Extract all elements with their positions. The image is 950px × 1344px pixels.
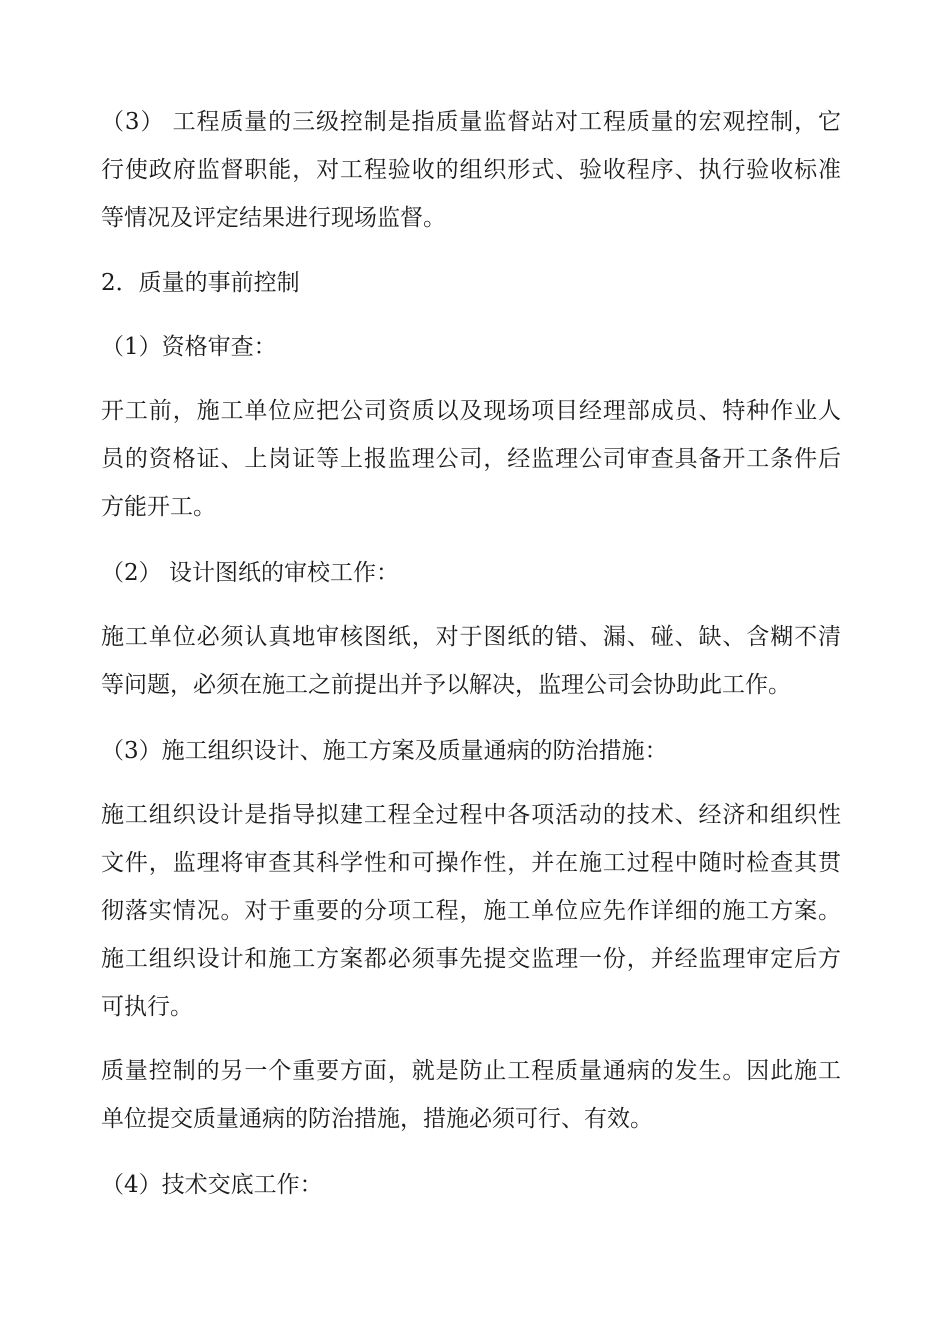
text-line: 施工组织设计是指导拟建工程全过程中各项活动的技术、经济和组织性 — [101, 802, 841, 828]
text-line: 方能开工。 — [101, 494, 216, 520]
text-line: 单位提交质量通病的防治措施，措施必须可行、有效。 — [101, 1106, 653, 1132]
text-line: 行使政府监督职能，对工程验收的组织形式、验收程序、执行验收标准 — [101, 157, 841, 183]
text-line: 开工前，施工单位应把公司资质以及现场项目经理部成员、特种作业人 — [101, 398, 841, 424]
paragraph-drawing-review — [101, 613, 841, 709]
text-line: 员的资格证、上岗证等上报监理公司，经监理公司审查具备开工条件后 — [101, 446, 841, 472]
text-line: 施工单位必须认真地审核图纸，对于图纸的错、漏、碰、缺、含糊不清 — [101, 624, 841, 650]
paragraph-quality-defects — [101, 1047, 841, 1143]
subheading-drawing-review — [101, 549, 841, 597]
text-line: 等情况及评定结果进行现场监督。 — [101, 205, 446, 231]
text-line: （1）资格审查： — [101, 334, 277, 360]
text-line: 质量控制的另一个重要方面，就是防止工程质量通病的发生。因此施工 — [101, 1058, 841, 1084]
paragraph-construction-plan — [101, 791, 841, 1031]
subheading-construction-plan — [101, 727, 841, 775]
text-line: （4）技术交底工作： — [101, 1172, 323, 1198]
text-line: （2） 设计图纸的审校工作： — [101, 560, 399, 586]
text-line: 文件，监理将审查其科学性和可操作性，并在施工过程中随时检查其贯 — [101, 850, 841, 876]
text-line: 2．质量的事前控制 — [101, 270, 300, 296]
subheading-qualification-review — [101, 323, 841, 371]
text-line: 可执行。 — [101, 994, 193, 1020]
text-line: （3） 工程质量的三级控制是指质量监督站对工程质量的宏观控制，它 — [101, 109, 841, 135]
text-line: 等问题，必须在施工之前提出并予以解决，监理公司会协助此工作。 — [101, 672, 791, 698]
text-line: （3）施工组织设计、施工方案及质量通病的防治措施： — [101, 738, 668, 764]
text-line: 彻落实情况。对于重要的分项工程，施工单位应先作详细的施工方案。 — [101, 898, 841, 924]
section-heading-pre-control — [101, 259, 841, 307]
paragraph-three-level-control — [101, 98, 841, 242]
paragraph-qualification-review — [101, 387, 841, 531]
subheading-technical-briefing — [101, 1161, 841, 1209]
text-line: 施工组织设计和施工方案都必须事先提交监理一份，并经监理审定后方 — [101, 946, 841, 972]
